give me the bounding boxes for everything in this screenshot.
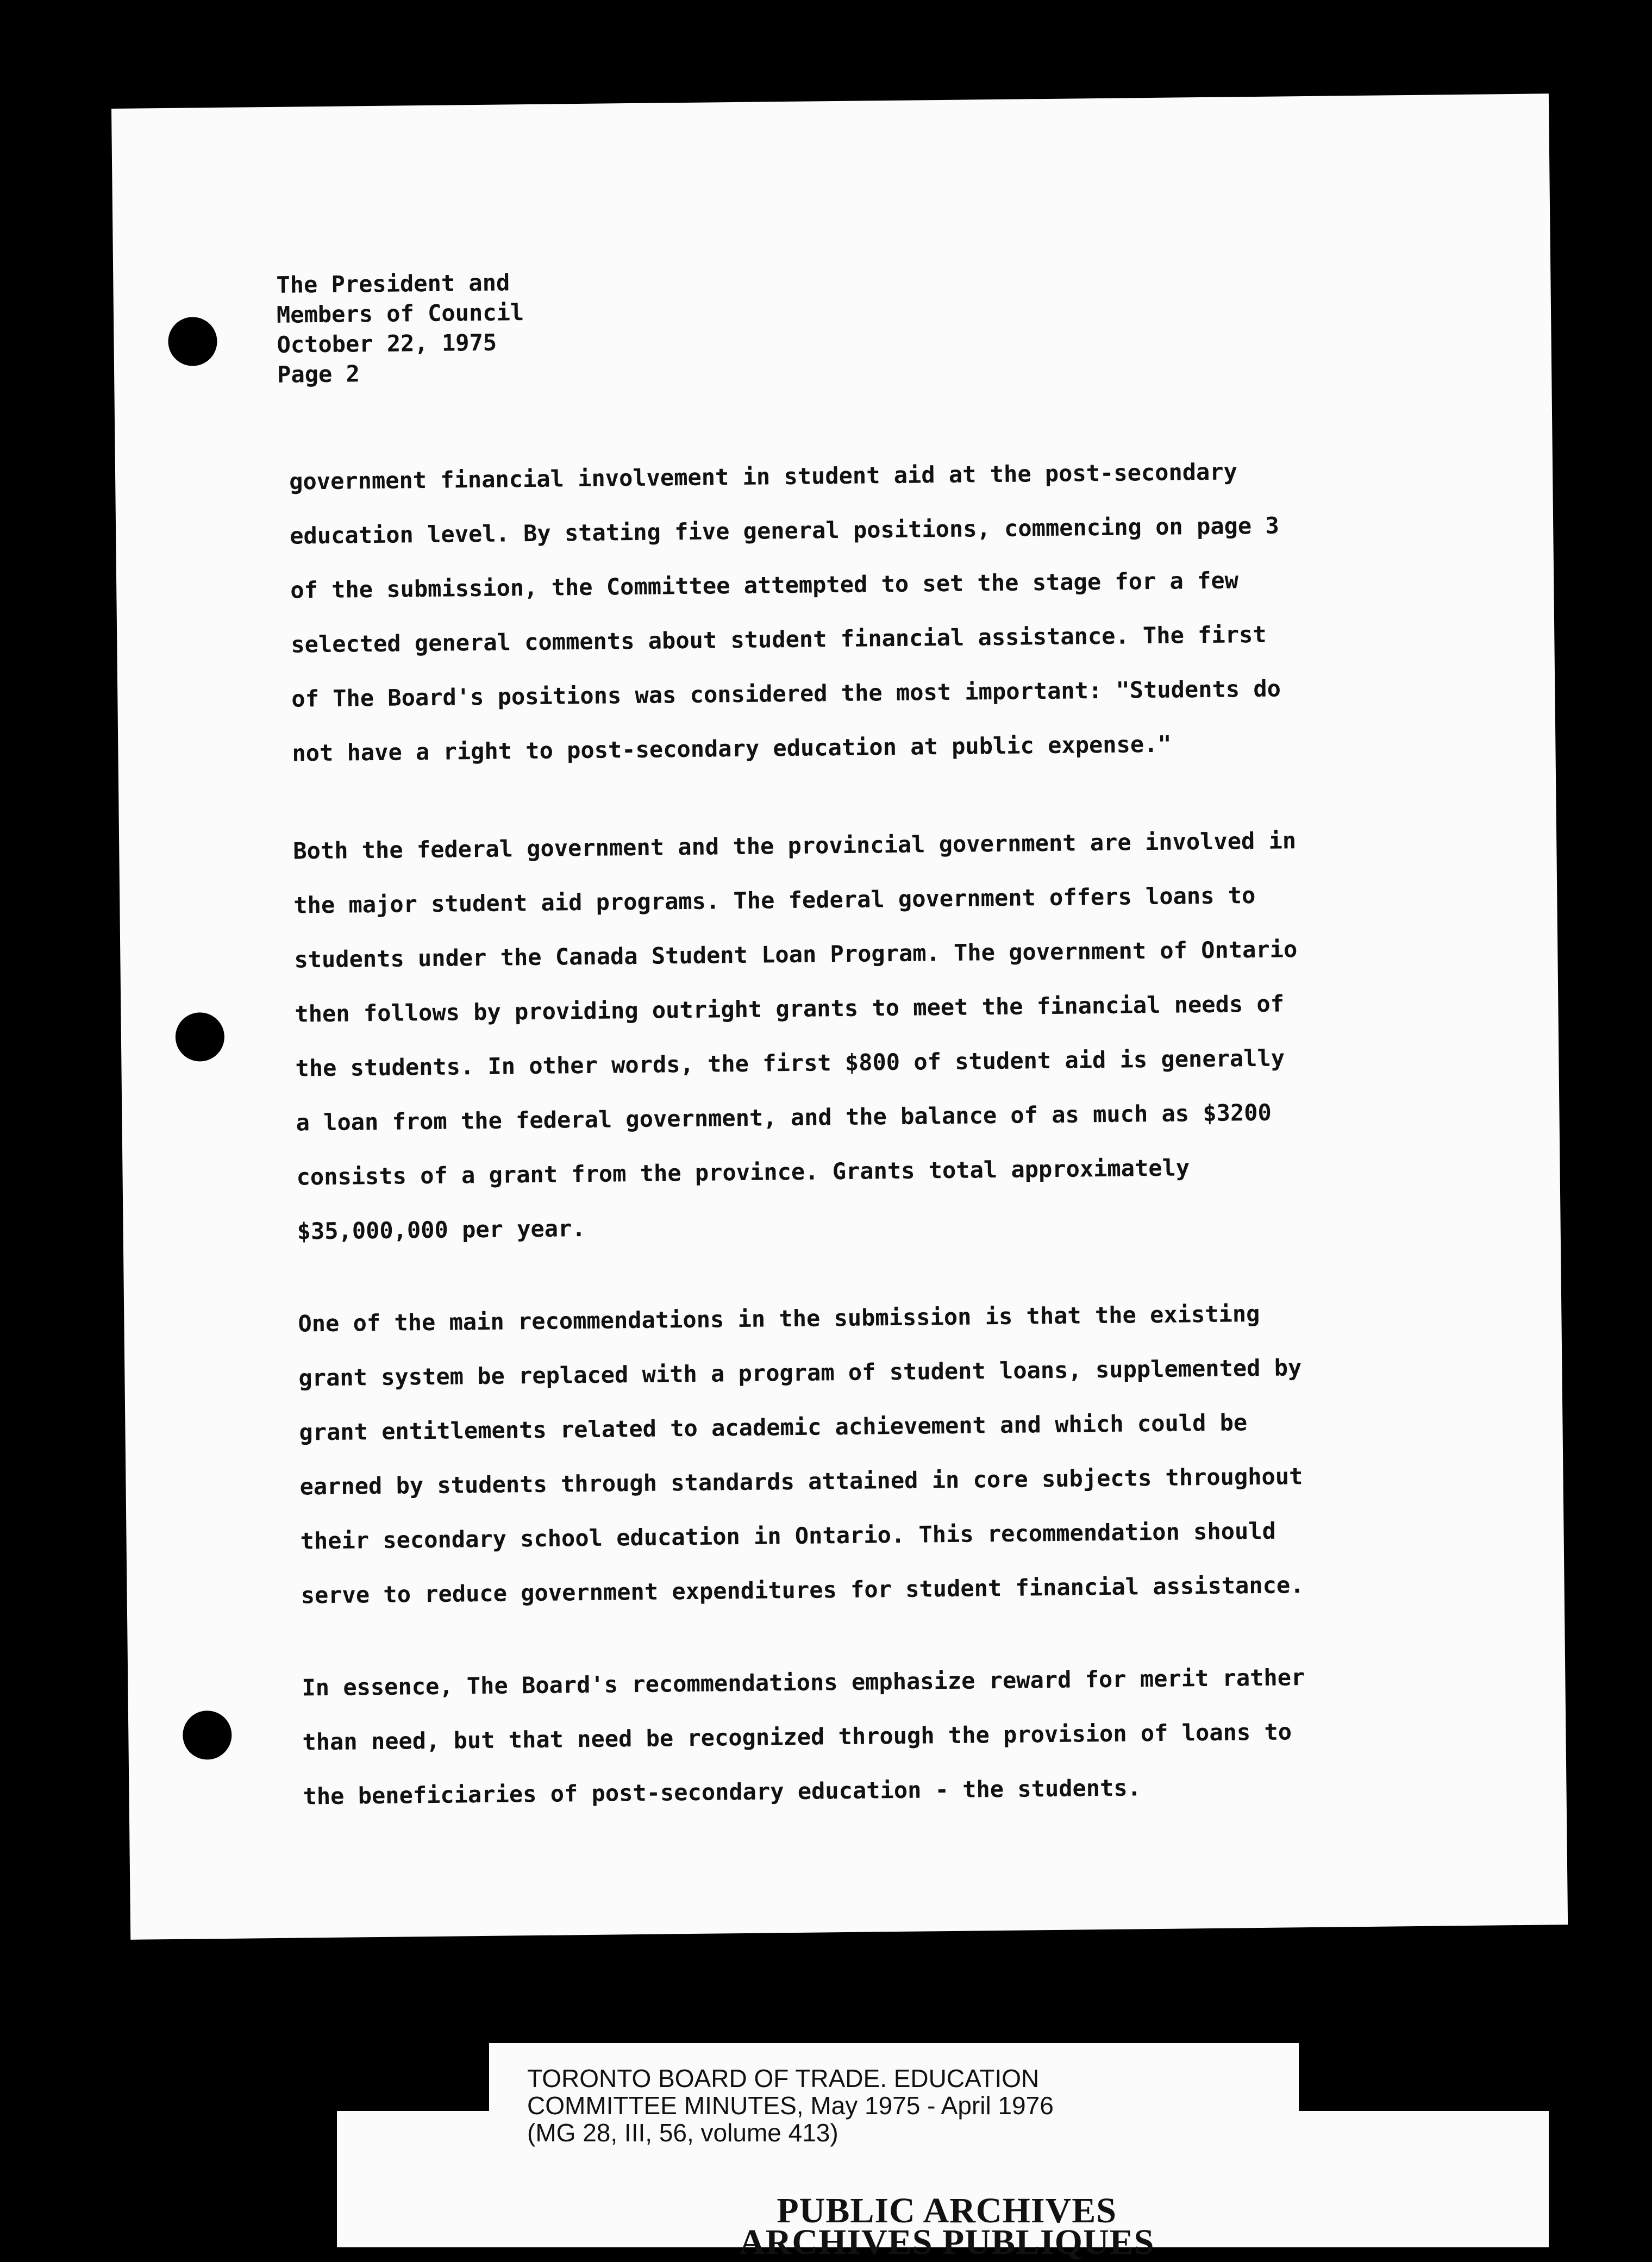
header-line: The President and bbox=[276, 269, 510, 298]
paragraph-line: the beneficiaries of post-secondary education - the students. bbox=[303, 1774, 1142, 1810]
archive-label-line: TORONTO BOARD OF TRADE. EDUCATION bbox=[527, 2064, 1040, 2092]
paragraph bbox=[293, 812, 1411, 1258]
document-page bbox=[111, 93, 1568, 1940]
archives-stamp bbox=[739, 2191, 1155, 2262]
punch-hole-middle bbox=[175, 1012, 224, 1062]
paragraph-line: One of the main recommendations in the submission is that the existing bbox=[298, 1300, 1260, 1337]
paragraph-line: the major student aid programs. The federal government offers loans to bbox=[293, 882, 1256, 919]
header-line: Page 2 bbox=[277, 360, 360, 388]
punch-hole-top bbox=[168, 317, 217, 366]
archive-label-line: COMMITTEE MINUTES, May 1975 - April 1976 bbox=[527, 2091, 1054, 2120]
paragraph-line: the students. In other words, the first $800 of student aid is generally bbox=[295, 1044, 1285, 1082]
paragraph-line: $35,000,000 per year. bbox=[297, 1214, 586, 1245]
header-line: October 22, 1975 bbox=[277, 329, 497, 358]
paragraph-line: consists of a grant from the province. Grants total approximately bbox=[296, 1154, 1190, 1190]
paragraph-line: students under the Canada Student Loan Program. The government of Ontario bbox=[294, 936, 1298, 973]
header-line: Members of Council bbox=[276, 299, 524, 328]
paragraph bbox=[298, 1285, 1415, 1622]
paragraph-line: than need, but that need be recognized through the provision of loans to bbox=[302, 1718, 1292, 1756]
paragraph-line: of The Board's positions was considered the most important: "Students do bbox=[291, 675, 1281, 712]
paragraph-line: not have a right to post-secondary education at public expense." bbox=[292, 730, 1172, 767]
letter-header bbox=[276, 267, 524, 390]
archive-label bbox=[527, 2065, 1054, 2146]
paragraph-line: grant system be replaced with a program of student loans, supplemented by bbox=[298, 1354, 1302, 1392]
paragraph-line: of the submission, the Committee attempted to set the stage for a few bbox=[290, 567, 1239, 604]
paragraph-line: government financial involvement in student aid at the post-secondary bbox=[289, 458, 1238, 495]
paragraph-line: Both the federal government and the provincial government are involved in bbox=[293, 827, 1297, 864]
paragraph-line: a loan from the federal government, and the balance of as much as $3200 bbox=[296, 1099, 1272, 1136]
paragraph-line: education level. By stating five general positions, commencing on page 3 bbox=[289, 512, 1280, 549]
paragraph-line: grant entitlements related to academic achievement and which could be bbox=[299, 1409, 1248, 1446]
paragraph bbox=[302, 1649, 1417, 1824]
paragraph-line: then follows by providing outright grants to meet the financial needs of bbox=[295, 990, 1285, 1027]
stamp-line: PUBLIC ARCHIVES bbox=[777, 2191, 1117, 2230]
paragraph-line: In essence, The Board's recommendations emphasize reward for merit rather bbox=[302, 1664, 1305, 1701]
paragraph-line: earned by students through standards attained in core subjects throughout bbox=[299, 1463, 1303, 1500]
paragraph-line: serve to reduce government expenditures for student financial assistance. bbox=[301, 1571, 1304, 1609]
stamp-line: ARCHIVES PUBLIQUES bbox=[739, 2222, 1155, 2262]
paragraph-line: selected general comments about student financial assistance. The first bbox=[291, 621, 1267, 658]
archive-label-line: (MG 28, III, 56, volume 413) bbox=[527, 2119, 838, 2147]
punch-hole-bottom bbox=[183, 1710, 232, 1760]
paragraph bbox=[289, 443, 1406, 780]
paragraph-line: their secondary school education in Ontario. This recommendation should bbox=[300, 1517, 1276, 1555]
